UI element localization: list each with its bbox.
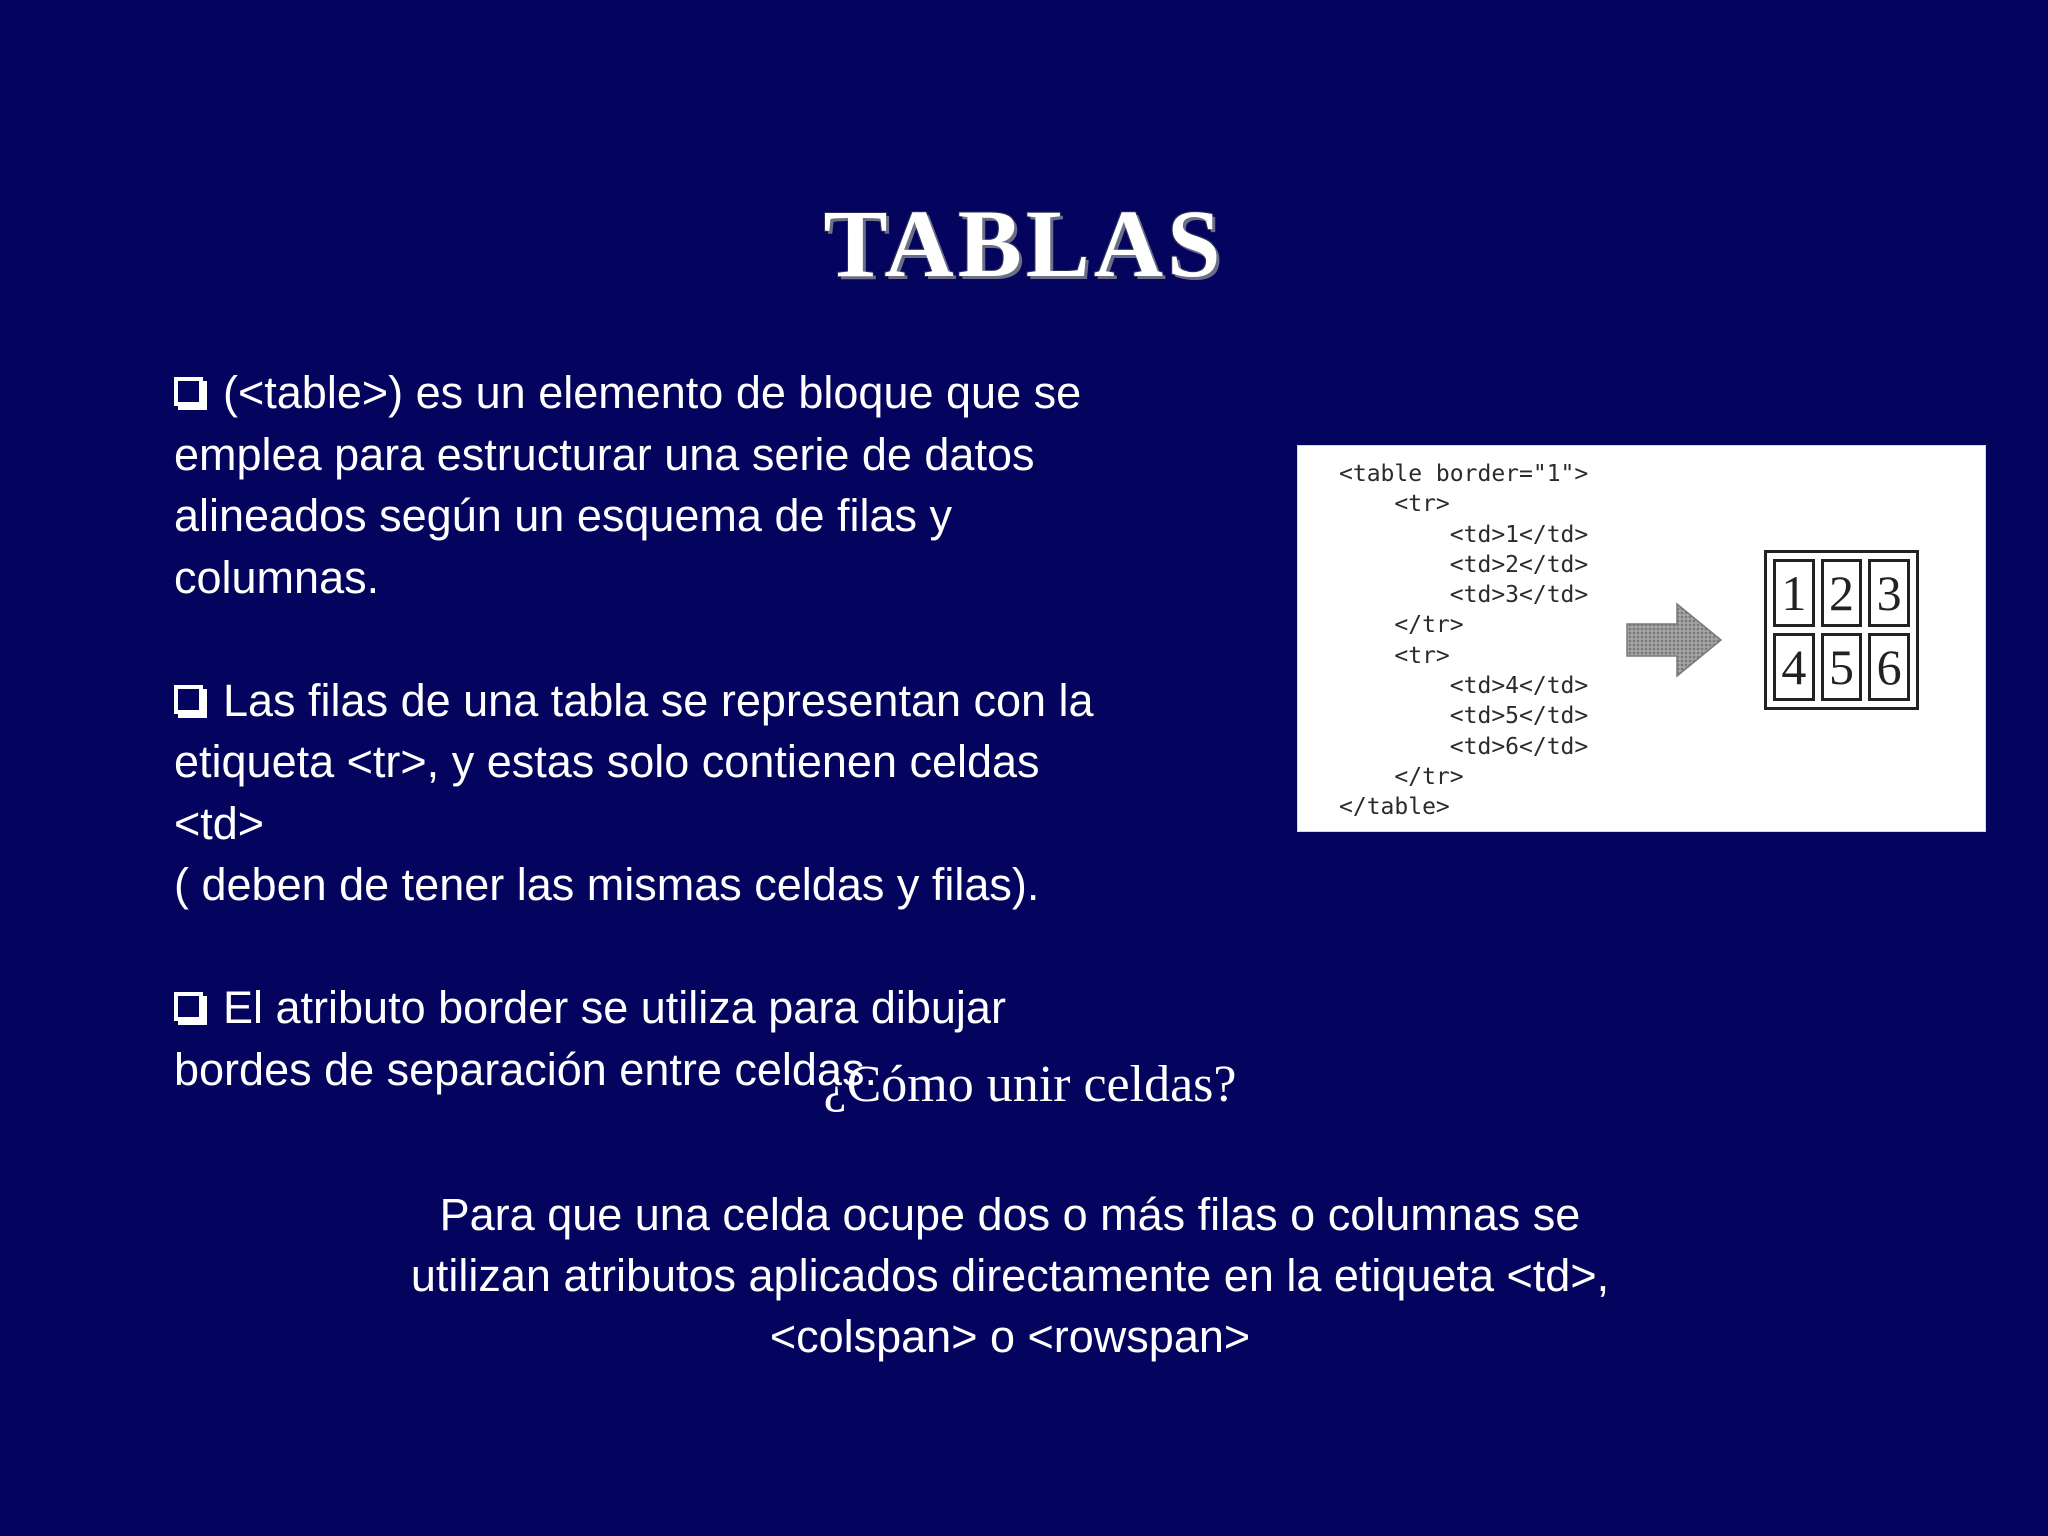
code-line: <tr>	[1339, 642, 1450, 669]
table-cell: 4	[1773, 633, 1815, 701]
right-arrow-icon	[1625, 600, 1725, 680]
explanation-text	[260, 1184, 1760, 1367]
code-line: <table border="1">	[1339, 461, 1589, 487]
code-line: <td>3</td>	[1339, 582, 1589, 609]
code-line: </tr>	[1339, 612, 1464, 639]
bullet-list	[174, 362, 1254, 1100]
bullet-line: El atributo border se utiliza para dibujar	[174, 977, 1254, 1039]
explanation-line: <colspan> o <rowspan>	[769, 1311, 1251, 1362]
table-cell: 5	[1821, 633, 1863, 701]
bullet-item	[174, 362, 1254, 608]
table-cell: 2	[1821, 559, 1863, 627]
slide-title: TABLAS	[823, 190, 1225, 297]
code-line: <td>5</td>	[1339, 703, 1589, 730]
table-cell: 3	[1868, 559, 1910, 627]
code-line: <td>1</td>	[1339, 521, 1589, 548]
checkbox-bullet-icon	[174, 685, 203, 714]
code-line: </tr>	[1339, 763, 1464, 790]
table-cell: 1	[1773, 559, 1815, 627]
code-line: <tr>	[1339, 491, 1450, 518]
bullet-item	[174, 670, 1254, 916]
checkbox-bullet-icon	[174, 992, 203, 1021]
code-snippet	[1339, 459, 1588, 823]
code-line: <td>6</td>	[1339, 733, 1589, 760]
bullet-line: (<table>) es un elemento de bloque que se	[174, 362, 1254, 424]
table-cell: 6	[1868, 633, 1910, 701]
checkbox-bullet-icon	[174, 377, 203, 406]
explanation-line: utilizan atributos aplicados directamente en la etiqueta <td>,	[410, 1250, 1610, 1301]
bullet-line: ( deben de tener las mismas celdas y filas).	[174, 859, 1040, 910]
bullet-line: columnas.	[174, 551, 380, 603]
code-line: </table>	[1339, 794, 1450, 821]
bullet-line: emplea para estructurar una serie de datos	[174, 428, 1035, 480]
rendered-table	[1764, 550, 1919, 710]
bullet-line: etiqueta <tr>, y estas solo contienen celdas	[174, 736, 1040, 787]
code-line: <td>4</td>	[1339, 673, 1589, 700]
bullet-line: alineados según un esquema de filas y	[174, 490, 953, 541]
table-example-figure	[1297, 445, 1986, 832]
bullet-line: Las filas de una tabla se representan con la	[174, 670, 1254, 732]
section-subtitle: ¿Cómo unir celdas?	[823, 1056, 1237, 1113]
code-line: <td>2</td>	[1339, 551, 1589, 578]
explanation-line: Para que una celda ocupe dos o más filas o columnas se	[439, 1189, 1581, 1240]
bullet-line: <td>	[174, 797, 265, 849]
bullet-line: bordes de separación entre celdas.	[174, 1043, 877, 1095]
